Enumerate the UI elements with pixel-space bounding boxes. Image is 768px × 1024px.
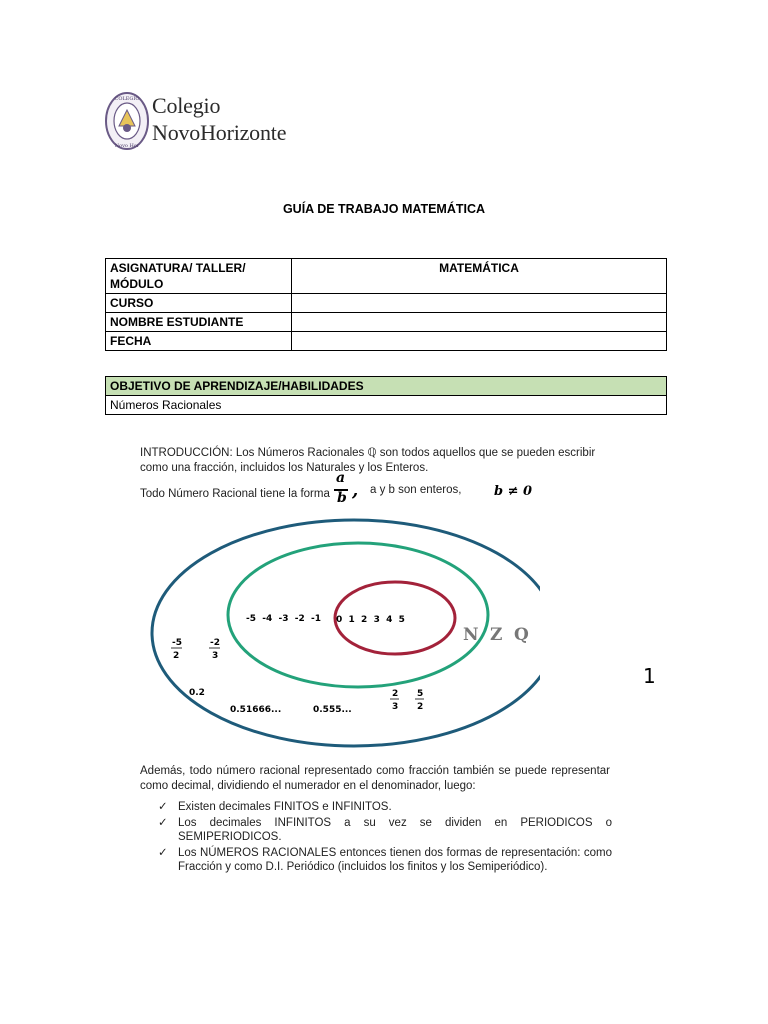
- objective-value: Números Racionales: [106, 396, 667, 415]
- list-item: [138, 816, 612, 845]
- objective-header: OBJETIVO DE APRENDIZAJE/HABILIDADES: [106, 377, 667, 396]
- forma-suffix: a y b son enteros,: [370, 484, 462, 496]
- table-row: [106, 259, 667, 294]
- list-item: [138, 846, 612, 875]
- logo-line-2: NovoHorizonte: [152, 120, 287, 145]
- fraction-item: [171, 638, 182, 661]
- fraction-num: 2: [392, 689, 399, 699]
- bullet-text: Existen decimales FINITOS e INFINITOS.: [178, 801, 392, 813]
- logo-wordmark: [152, 92, 286, 146]
- forma-comma: ,: [352, 480, 359, 501]
- fraction-num: -2: [210, 638, 220, 648]
- fraction-den: 3: [212, 651, 219, 661]
- table-row: [106, 313, 667, 332]
- bullet-list: [138, 800, 612, 876]
- fraction-item: [390, 689, 399, 712]
- student-info-table: [105, 258, 667, 351]
- set-q-label: Q: [514, 625, 529, 645]
- objective-table: [105, 376, 667, 415]
- decimal-item: 0.51666...: [230, 705, 282, 715]
- ademas-paragraph: Además, todo número racional representado como fracción también se puede representar como decimal, dividiendo el numerador en el denominador, luego:: [140, 765, 610, 792]
- page-number: 1: [643, 664, 656, 688]
- date-label: FECHA: [106, 332, 292, 351]
- check-icon: ✓: [158, 816, 168, 829]
- date-field[interactable]: [292, 332, 667, 351]
- decimal-item: 0.2: [189, 688, 205, 698]
- svg-text:Novo Hor: Novo Hor: [114, 143, 140, 149]
- school-logo: [104, 88, 304, 154]
- bullet-text: Los decimales INFINITOS a su vez se dividen en PERIODICOS o SEMIPERIODICOS.: [178, 816, 612, 843]
- natural-numbers: 0 1 2 3 4 5: [336, 615, 405, 625]
- fraction-num: -5: [172, 638, 182, 648]
- student-name-label: NOMBRE ESTUDIANTE: [106, 313, 292, 332]
- student-name-field[interactable]: [292, 313, 667, 332]
- fraction-den: 3: [392, 702, 399, 712]
- course-field[interactable]: [292, 294, 667, 313]
- forma-text: Todo Número Racional tiene la forma: [140, 488, 330, 500]
- fraction-den: 2: [173, 651, 180, 661]
- fraction-item: [209, 638, 220, 661]
- svg-text:COLEGIO: COLEGIO: [114, 96, 140, 102]
- course-label: CURSO: [106, 294, 292, 313]
- subject-value[interactable]: MATEMÁTICA: [292, 259, 667, 294]
- fraction-denominator: b: [337, 490, 347, 506]
- condition-text: b ≠ 0: [494, 484, 533, 499]
- set-n-label: N: [463, 625, 479, 645]
- decimal-item: 0.555...: [313, 705, 352, 715]
- logo-line-1: Colegio: [152, 93, 221, 118]
- bullet-text: Los NÚMEROS RACIONALES entonces tienen dos formas de representación: como Fracción y como D.I. Periódico (incluidos los finitos y los Semiperiódico).: [178, 846, 612, 873]
- intro-text: INTRODUCCIÓN: Los Números Racionales ℚ son todos aquellos que se pueden escribir como una fracción, incluidos los Naturales y los Enteros.: [140, 447, 596, 474]
- negative-integers: -5 -4 -3 -2 -1: [246, 614, 322, 624]
- table-row: [106, 332, 667, 351]
- document-title: GUÍA DE TRABAJO MATEMÁTICA: [282, 202, 486, 216]
- fraction-item: [415, 689, 424, 712]
- fraction-den: 2: [417, 702, 424, 712]
- rational-numbers-venn-diagram: [140, 515, 540, 751]
- check-icon: ✓: [158, 801, 168, 813]
- check-icon: ✓: [158, 846, 168, 859]
- list-item: [138, 800, 612, 815]
- fraction-num: 5: [417, 689, 424, 699]
- subject-label: ASIGNATURA/ TALLER/ MÓDULO: [106, 259, 292, 294]
- school-seal-icon: [104, 90, 150, 152]
- table-row: [106, 294, 667, 313]
- set-z-label: Z: [490, 625, 503, 645]
- fraction-numerator: a: [336, 470, 346, 486]
